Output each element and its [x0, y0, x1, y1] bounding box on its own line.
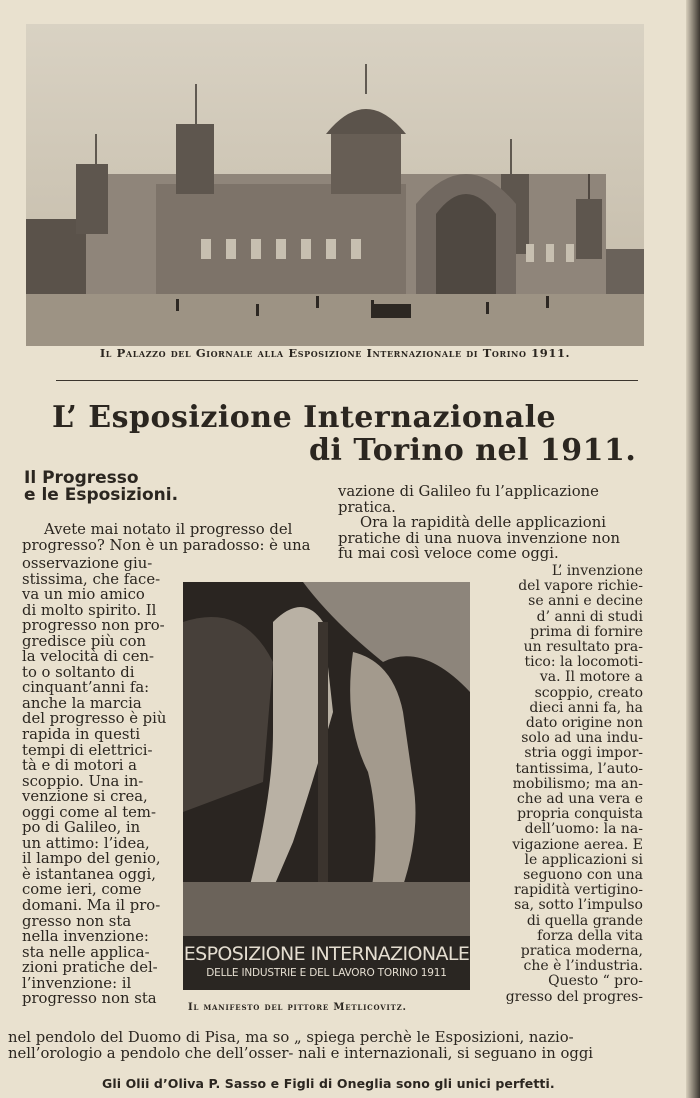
text-line: anche la marcia — [22, 694, 142, 712]
text-line: to o soltanto di — [22, 663, 135, 681]
text-line: stria oggi impor- — [524, 745, 643, 762]
text-line: progresso non pro- — [22, 617, 165, 635]
text-line: tico: la locomoti- — [524, 654, 643, 671]
text-line: venzione si crea, — [22, 788, 148, 806]
text-line: pratiche di una nuova invenzione non — [338, 529, 620, 547]
text-line: stissima, che face- — [22, 570, 161, 588]
advertising-footer: Gli Olii d’Oliva P. Sasso e Figli di Oneglia sono gli unici perfetti. — [102, 1076, 555, 1091]
text-line: le applicazioni si — [524, 851, 643, 868]
text-line: l’invenzione: il — [22, 974, 132, 992]
text-line: cinquant’anni fa: — [22, 679, 150, 697]
text-line: nell’orologio a pendolo che dell’osser- nali e internazionali, si seguano in oggi — [8, 1045, 594, 1062]
text-line: sa, sotto l’impulso — [514, 897, 643, 914]
palace-photo — [26, 24, 644, 346]
divider-rule — [56, 380, 638, 381]
poster-banner-subtitle: DELLE INDUSTRIE E DEL LAVORO TORINO 1911 — [206, 967, 447, 979]
text-line: seguono con una — [523, 867, 643, 884]
poster-banner-title: ESPOSIZIONE INTERNAZIONALE — [183, 943, 470, 965]
text-line: rapida in questi — [22, 726, 141, 744]
text-line: zioni pratiche del- — [22, 959, 158, 977]
text-line: scoppio. Una in- — [22, 772, 144, 790]
text-line: Avete mai notato il progresso del — [44, 521, 293, 538]
text-line: forza della vita — [537, 927, 643, 944]
text-line: Ora la rapidità delle applicazioni — [360, 514, 606, 532]
text-line: la velocità di cen- — [22, 648, 154, 666]
left-narrow-column — [22, 556, 184, 1007]
bottom-text-block — [8, 1030, 593, 1062]
text-line: domani. Ma il pro- — [22, 897, 161, 915]
text-line: progresso non sta — [22, 990, 157, 1008]
text-line: L’ invenzione — [551, 563, 643, 579]
text-line: rapidità vertigino- — [514, 882, 643, 899]
text-line: progresso? Non è un paradosso: è una — [22, 536, 311, 554]
text-line: gresso non sta — [22, 912, 132, 930]
text-line: scoppio, creato — [534, 684, 643, 701]
section-subhead — [24, 470, 178, 504]
text-line: nel pendolo del Duomo di Pisa, ma so „ spiega perchè le Esposizioni, nazio- — [8, 1029, 574, 1046]
text-line: è istantanea oggi, — [22, 865, 156, 883]
text-line: propria conquista — [517, 806, 643, 823]
right-narrow-column — [497, 564, 643, 1005]
text-line: vigazione aerea. E — [512, 836, 643, 853]
text-line: del progresso è più — [22, 710, 167, 728]
text-line: vazione di Galileo fu l’applicazione — [338, 483, 599, 500]
text-line: pratica. — [338, 498, 396, 516]
right-column-top — [338, 484, 643, 562]
text-line: pratica moderna, — [520, 943, 643, 960]
article-title-line1: L’ Esposizione Internazionale — [52, 400, 557, 435]
text-line: gresso del progres- — [505, 988, 643, 1005]
text-line: che ad una vera e — [516, 791, 643, 808]
subhead-line: Il Progresso — [24, 468, 139, 488]
text-line: d’ anni di studi — [536, 608, 643, 625]
exhibition-poster — [183, 582, 470, 990]
text-line: tantissima, l’auto- — [515, 760, 643, 777]
text-line: osservazione giu- — [22, 555, 153, 572]
text-line: dell’uomo: la na- — [524, 821, 643, 838]
text-line: po di Galileo, in — [22, 819, 141, 837]
text-line: che è l’industria. — [523, 958, 643, 975]
text-line: un resultato pra- — [523, 639, 643, 656]
text-line: va. Il motore a — [539, 669, 643, 686]
text-line: oggi come al tem- — [22, 803, 156, 821]
text-line: Questo “ pro- — [548, 973, 643, 990]
text-line: solo ad una indu- — [521, 730, 643, 747]
text-line: prima di fornire — [530, 623, 643, 640]
text-line: di quella grande — [526, 912, 643, 929]
text-line: tà e di motori a — [22, 757, 137, 775]
text-line: nella invenzione: — [22, 928, 149, 946]
text-line: dieci anni fa, ha — [529, 699, 643, 716]
text-line: il lampo del genio, — [22, 850, 161, 868]
poster-banner — [183, 936, 470, 990]
text-line: del vapore richie- — [518, 578, 643, 595]
text-line: di molto spirito. Il — [22, 601, 157, 619]
page-edge — [686, 0, 700, 1098]
text-line: dato origine non — [525, 715, 643, 732]
text-line: tempi di elettrici- — [22, 741, 153, 759]
text-line: gredisce più con — [22, 632, 147, 650]
left-column-top — [22, 522, 332, 553]
text-line: mobilismo; ma an- — [512, 775, 643, 792]
text-line: fu mai così veloce come oggi. — [338, 545, 559, 563]
poster-caption: Il manifesto del pittore Metlicovitz. — [188, 1002, 407, 1013]
text-line: come ieri, come — [22, 881, 142, 899]
article-title-line2: di Torino nel 1911. — [309, 433, 637, 468]
subhead-line: e le Esposizioni. — [24, 485, 179, 505]
photo-caption: Il Palazzo del Giornale alla Esposizione Internazionale di Torino 1911. — [99, 346, 571, 360]
text-line: se anni e decine — [528, 593, 643, 610]
text-line: va un mio amico — [22, 586, 145, 604]
text-line: un attimo: l’idea, — [22, 834, 150, 852]
text-line: sta nelle applica- — [22, 943, 150, 961]
